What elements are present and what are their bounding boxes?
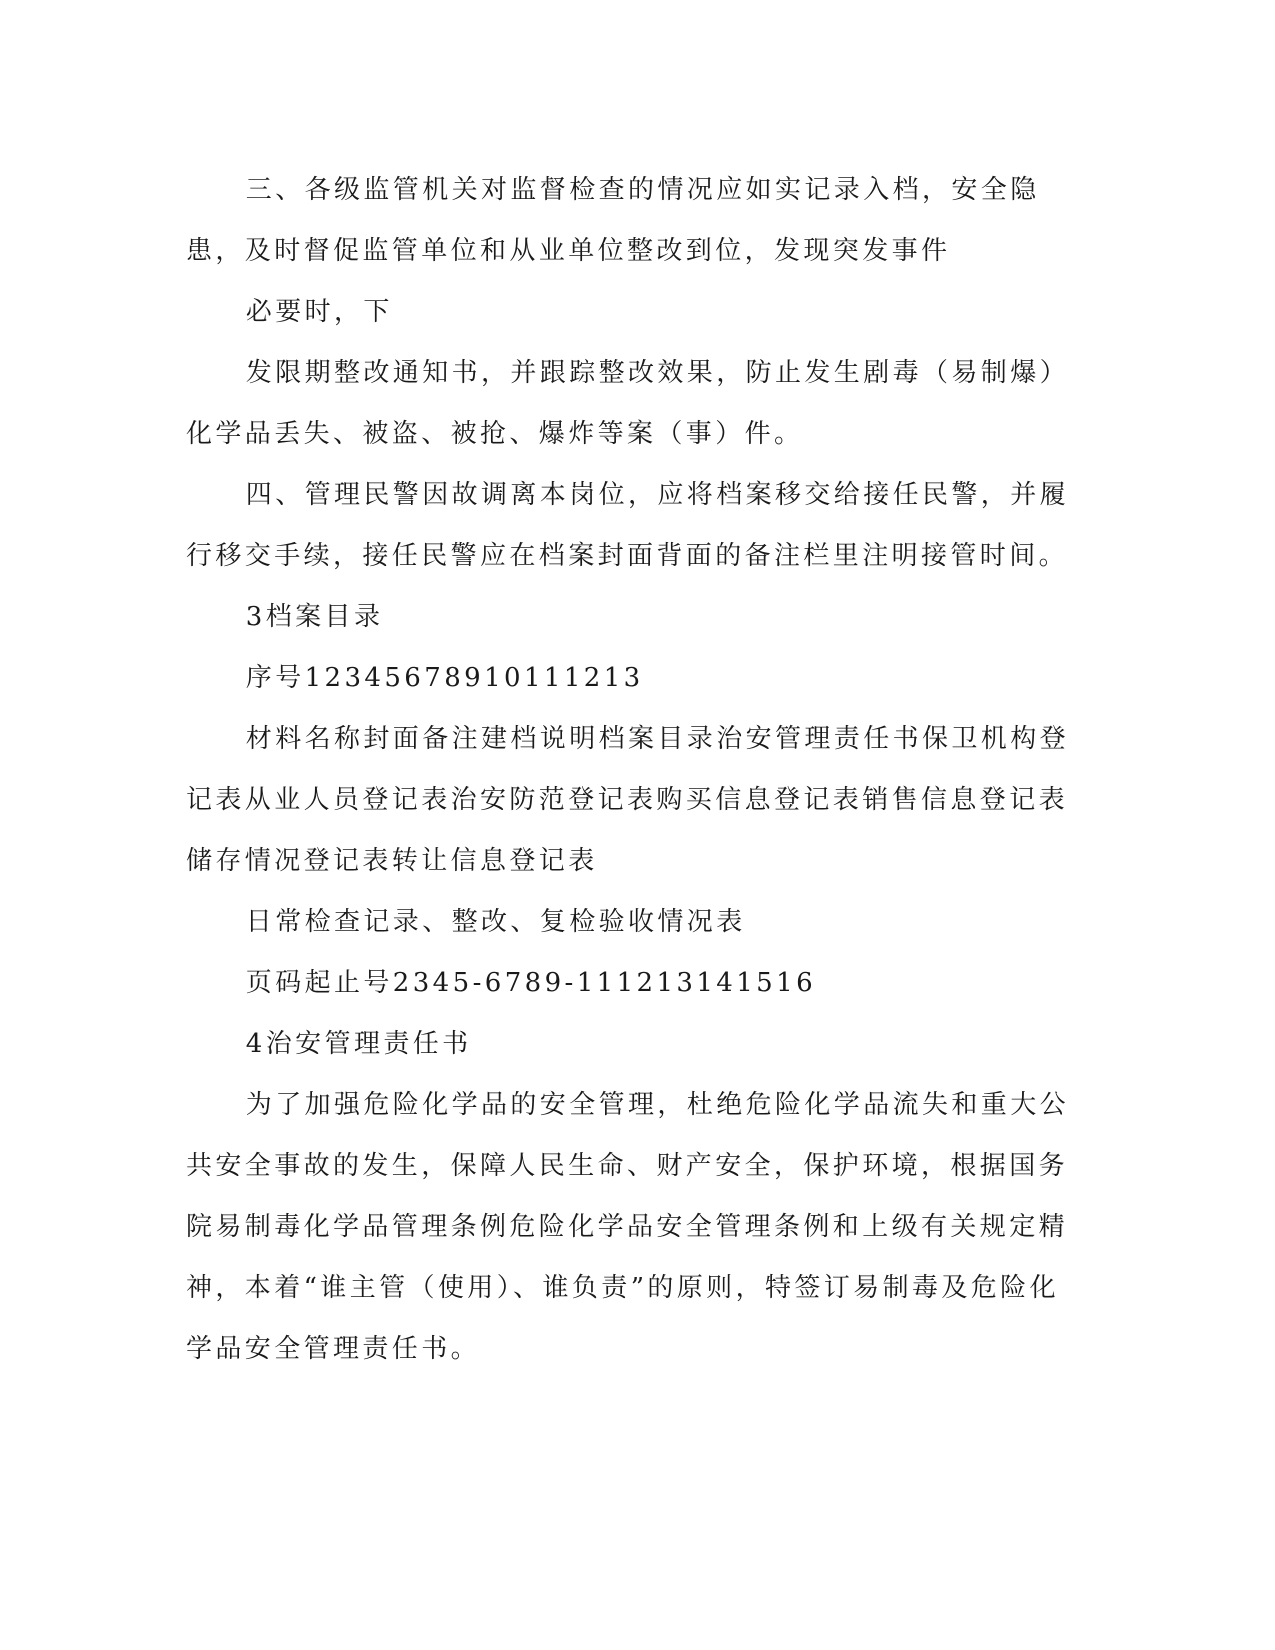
section-heading-archive-index: 3档案目录 — [245, 602, 384, 632]
paragraph-rectification-notice: 发限期整改通知书，并跟踪整改效果，防止发生剧毒（易制爆）化学品丢失、被盗、被抢、爆炸等案（事）件。 — [186, 358, 1069, 449]
paragraph-handover: 四、管理民警因故调离本岗位，应将档案移交给接任民警，并履行移交手续，接任民警应在档案封面背面的备注栏里注明接管时间。 — [186, 480, 1069, 571]
document-body — [186, 160, 1076, 1380]
archive-index-inspection-records: 日常检查记录、整改、复检验收情况表 — [245, 907, 746, 937]
archive-index-material-names: 材料名称封面备注建档说明档案目录治安管理责任书保卫机构登记表从业人员登记表治安防范登记表购买信息登记表销售信息登记表储存情况登记表转让信息登记表 — [186, 724, 1069, 876]
section-heading-responsibility-letter: 4治安管理责任书 — [245, 1029, 472, 1059]
archive-index-serial-numbers: 序号12345678910111213 — [245, 663, 644, 693]
paragraph-when-necessary: 必要时，下 — [245, 297, 393, 327]
paragraph-supervision-records: 三、各级监管机关对监督检查的情况应如实记录入档，安全隐患，及时督促监管单位和从业单位整改到位，发现突发事件 — [186, 175, 1040, 266]
paragraph-responsibility-letter-intro: 为了加强危险化学品的安全管理，杜绝危险化学品流失和重大公共安全事故的发生，保障人民生命、财产安全，保护环境，根据国务院易制毒化学品管理条例危险化学品安全管理条例和上级有关规定精神，本着“谁主管（使用）、谁负责”的原则，特签订易制毒及危险化学品安全管理责任书。 — [186, 1090, 1069, 1364]
archive-index-page-ranges: 页码起止号2345-6789-111213141516 — [245, 968, 817, 998]
